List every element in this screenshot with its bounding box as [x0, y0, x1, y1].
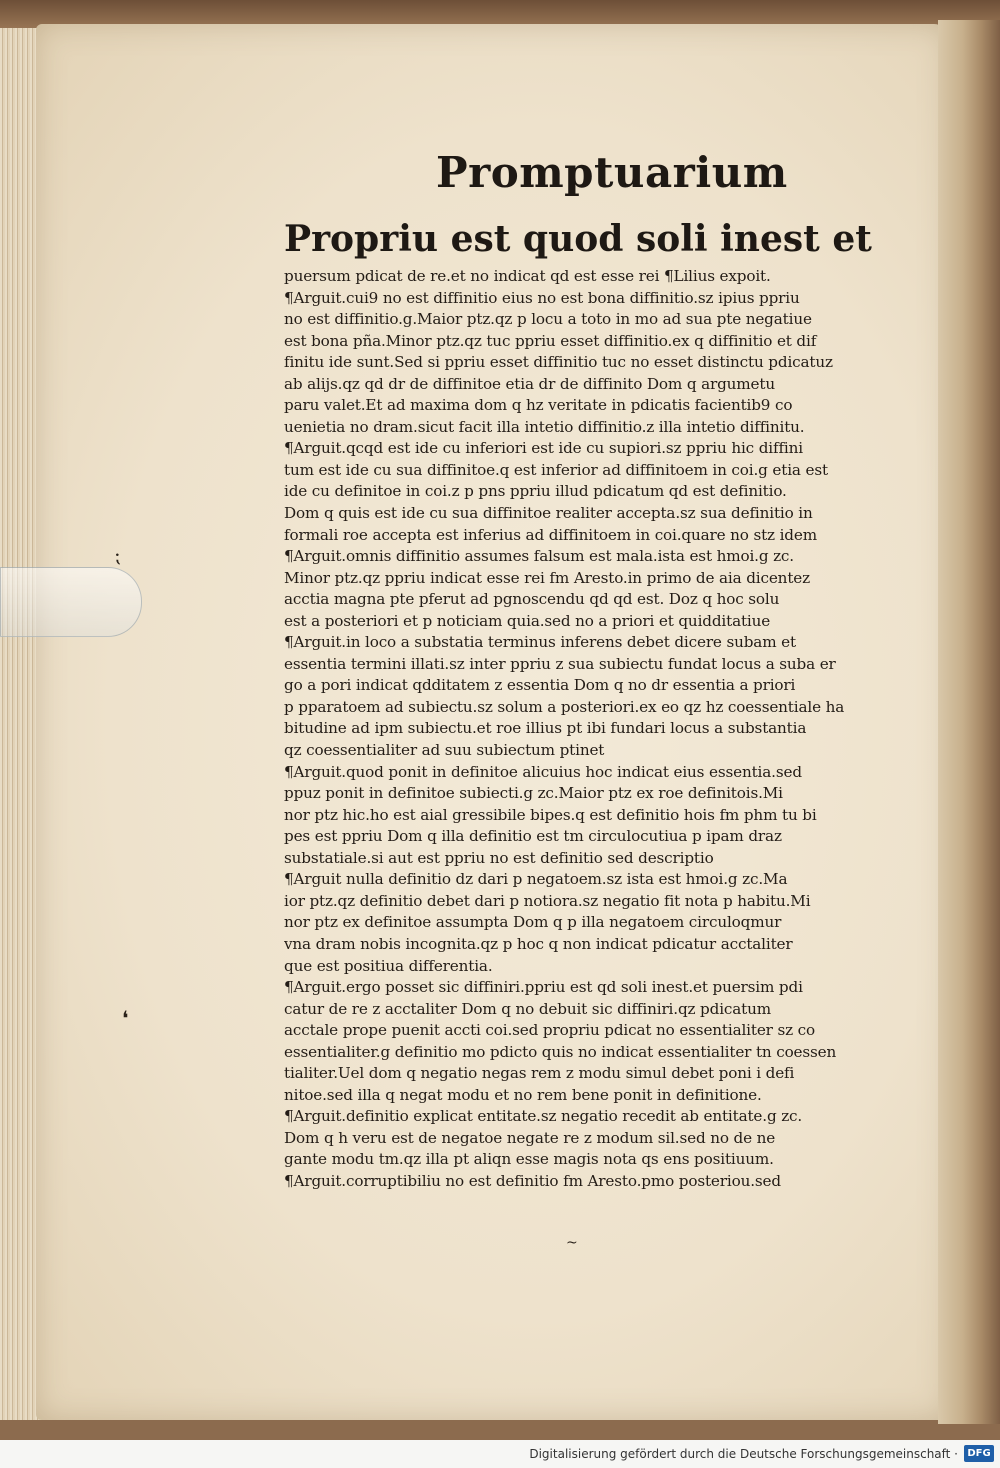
- text-line: essentia termini illati.sz inter ppriu z sua subiectu fundat locus a suba er: [284, 654, 836, 673]
- text-line: substatiale.si aut est ppriu no est definitio sed descriptio: [284, 848, 714, 867]
- footer-bar: [0, 1440, 1000, 1468]
- text-line: ¶Arguit.in loco a substatia terminus inferens debet dicere subam et: [284, 633, 796, 652]
- text-line: ¶Arguit.omnis diffinitio assumes falsum est mala.ista est hmoi.g zc.: [284, 547, 794, 566]
- dfg-logo: DFG: [964, 1445, 994, 1462]
- text-line: ¶Arguit nulla definitio dz dari p negatoem.sz ista est hmoi.g zc.Ma: [284, 870, 788, 889]
- text-line: finitu ide sunt.Sed si ppriu esset diffinitio tuc no esset distinctu pdicatuz: [284, 353, 833, 372]
- text-line: nitoe.sed illa q negat modu et no rem bene ponit in definitione.: [284, 1085, 762, 1104]
- text-line: ¶Arguit.ergo posset sic diffiniri.ppriu est qd soli inest.et puersim pdi: [284, 978, 803, 997]
- plastic-page-clip: [0, 567, 142, 637]
- text-line: que est positiua differentia.: [284, 956, 493, 975]
- text-line: go a pori indicat qdditatem z essentia Dom q no dr essentia a priori: [284, 676, 796, 695]
- text-line: Dom q h veru est de negatoe negate re z modum sil.sed no de ne: [284, 1128, 776, 1147]
- text-line: ¶Arguit.qcqd est ide cu inferiori est ide cu supiori.sz ppriu hic diffini: [284, 439, 803, 458]
- text-line: bitudine ad ipm subiectu.et roe illius pt ibi fundari locus a substantia: [284, 719, 807, 738]
- text-line: gante modu tm.qz illa pt aliqn esse magis nota qs ens positiuum.: [284, 1150, 774, 1169]
- text-line: acctia magna pte pferut ad pgnoscendu qd qd est. Doz q hoc solu: [284, 590, 780, 609]
- text-line: tialiter.Uel dom q negatio negas rem z modu simul debet poni i defi: [284, 1064, 795, 1083]
- text-line: pes est ppriu Dom q illa definitio est tm circulocutiua p ipam draz: [284, 827, 782, 846]
- text-line: puersum pdicat de re.et no indicat qd est esse rei ¶Lilius expoit.: [284, 267, 771, 285]
- text-block: [284, 214, 896, 1193]
- text-line: ior ptz.qz definitio debet dari p notiora.sz negatio fit nota p habitu.Mi: [284, 891, 811, 910]
- text-line: nor ptz ex definitoe assumpta Dom q p illa negatoem circuloqmur: [284, 913, 782, 932]
- text-line: est bona pña.Minor ptz.qz tuc ppriu esset diffinitio.ex q diffinitio et dif: [284, 331, 817, 350]
- margin-mark: ~: [566, 1235, 578, 1251]
- text-line: qz coessentialiter ad suu subiectum ptinet: [284, 741, 605, 760]
- text-line: est a posteriori et p noticiam quia.sed no a priori et quidditatiue: [284, 611, 771, 630]
- text-line: acctale prope puenit accti coi.sed propriu pdicat no essentialiter sz co: [284, 1021, 815, 1040]
- running-head: Promptuarium: [436, 148, 788, 197]
- text-line: tum est ide cu sua diffinitoe.q est inferior ad diffinitoem in coi.g etia est: [284, 460, 828, 479]
- text-line: ¶Arguit.cui9 no est diffinitio eius no est bona diffinitio.sz ipius ppriu: [284, 288, 800, 307]
- right-page-edge: [938, 20, 1000, 1424]
- text-line: Dom q quis est ide cu sua diffinitoe realiter accepta.sz sua definitio in: [284, 504, 813, 523]
- text-line: ab alijs.qz qd dr de diffinitoe etia dr de diffinito Dom q argumetu: [284, 374, 775, 393]
- text-line: Minor ptz.qz ppriu indicat esse rei fm Aresto.in primo de aia dicentez: [284, 568, 810, 587]
- text-line: ppuz ponit in definitoe subiecti.g zc.Maior ptz ex roe definitois.Mi: [284, 784, 783, 803]
- text-line: uenietia no dram.sicut facit illa intetio diffinitio.z illa intetio diffinitu.: [284, 417, 805, 436]
- margin-mark: ⁏: [114, 543, 121, 567]
- funding-notice: Digitalisierung gefördert durch die Deutsche Forschungsgemeinschaft ·: [529, 1447, 958, 1461]
- text-line: no est diffinitio.g.Maior ptz.qz p locu a toto in mo ad sua pte negatiue: [284, 310, 812, 329]
- text-line: paru valet.Et ad maxima dom q hz veritate in pdicatis facientib9 co: [284, 396, 793, 415]
- text-line: essentialiter.g definitio mo pdicto quis no indicat essentialiter tn coessen: [284, 1042, 837, 1061]
- text-line: p pparatoem ad subiectu.sz solum a posteriori.ex eo qz hz coessentiale ha: [284, 697, 845, 716]
- text-line: ¶Arguit.corruptibiliu no est definitio fm Aresto.pmo posteriou.sed: [284, 1171, 781, 1190]
- text-line: ide cu definitoe in coi.z p pns ppriu illud pdicatum qd est definitio.: [284, 482, 787, 501]
- text-line: formali roe accepta est inferius ad diffinitoem in coi.quare no stz idem: [284, 525, 817, 544]
- margin-mark: ❛: [122, 1006, 129, 1030]
- text-line: ¶Arguit.definitio explicat entitate.sz negatio recedit ab entitate.g zc.: [284, 1107, 803, 1126]
- text-line: ¶Arguit.quod ponit in definitoe alicuius hoc indicat eius essentia.sed: [284, 762, 802, 781]
- text-line: catur de re z acctaliter Dom q no debuit sic diffiniri.qz pdicatum: [284, 999, 771, 1018]
- opening-heading: Propriu est quod soli inest et: [284, 218, 872, 260]
- text-line: vna dram nobis incognita.qz p hoc q non indicat pdicatur acctaliter: [284, 934, 793, 953]
- text-line: nor ptz hic.ho est aial gressibile bipes.q est definitio hois fm phm tu bi: [284, 805, 817, 824]
